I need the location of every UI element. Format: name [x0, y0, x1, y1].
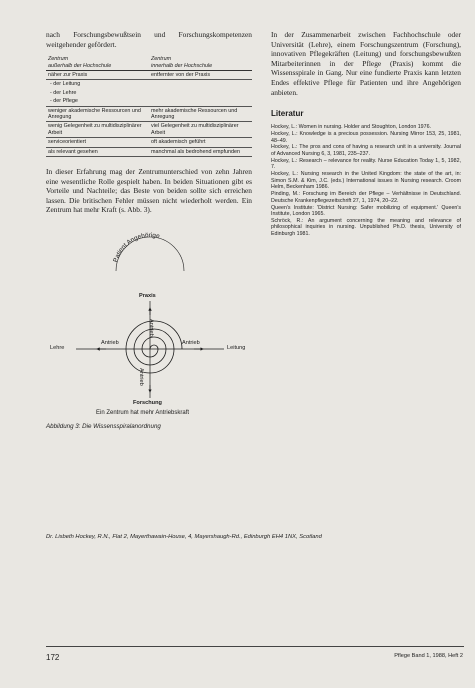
table-cell: - der Pflege	[46, 97, 149, 106]
list-item: Hockey, L.: Research – relevance for reality. Nurse Education Today 1, 5, 1982, 7.	[271, 157, 461, 171]
left-paragraph-2: In dieser Erfahrung mag der Zentrumunterschied von zehn Jahren eine wesentliche Rolle gespielt haben. In beiden Situationen gibt es Vorteile und Nachteile; das Beste von beiden sollte sich erreichen lassen. Die britischen Fehler müssen nicht wiederholt werden. Ein Zentrum hat mehr Kraft (s. Abb. 3).	[46, 167, 252, 215]
figure-caption: Abbildung 3: Die Wissensspiralanordnung	[46, 423, 161, 431]
antrieb-right-label: Antrieb	[182, 340, 200, 347]
table-cell: oft akademisch geführt	[149, 138, 252, 147]
right-column	[271, 30, 461, 238]
table-cell: viel Gelegenheit zu multidisziplinärer Arbeit	[149, 122, 252, 138]
table-row	[46, 106, 252, 122]
list-item: Hockey, L.: Knowledge is a precious possession. Nursing Mirror 153, 25, 1981, 48–49.	[271, 131, 461, 144]
table-cell	[149, 97, 252, 106]
left-column	[46, 30, 252, 445]
knowledge-spiral	[126, 321, 182, 373]
journal-reference: Pflege Band 1, 1988, Heft 2	[394, 653, 463, 659]
left-intro-text: nach Forschungsbewußtsein und Forschungskompetenzen weitgehender gefördert.	[46, 30, 252, 49]
list-item: Hockey, L.: The pros and cons of having a research unit in a university. Journal of Advanced Nursing 6, 3, 1981, 235–237.	[271, 144, 461, 157]
list-item: Schröck, R.: An argument concerning the meaning and relevance of philosophical inquiries in nursing. Unpublished Ph.D. thesis, University of Edinburgh 1981.	[271, 217, 461, 237]
table-row	[46, 97, 252, 106]
antrieb-top-label: Antrieb	[148, 319, 154, 337]
literature-heading: Literatur	[271, 109, 304, 119]
table-row	[46, 80, 252, 89]
antrieb-bottom-label: Antrieb	[138, 368, 144, 386]
author-address: Dr. Lisbeth Hockey, R.N., Flat 2, Mayerthawain-House, 4, Mayershaugh-Rd., Edinburgh EH4 1NX, Scotland	[46, 534, 322, 540]
table-row	[46, 147, 252, 156]
table-cell: mehr akademische Ressourcen und Anregung	[149, 106, 252, 122]
table-cell: serviceorientiert	[46, 138, 149, 147]
table-header-right: Zentrum innerhalb der Hochschule	[149, 55, 252, 70]
footer-divider	[46, 646, 464, 647]
comparison-table	[46, 55, 252, 157]
table-cell: manchmal als bedrohend empfunden	[149, 147, 252, 156]
table-row	[46, 71, 252, 80]
table-row	[46, 122, 252, 138]
diagram-sub-label: Ein Zentrum hat mehr Antriebskraft	[96, 410, 190, 417]
leitung-label: Leitung	[227, 345, 246, 352]
table-header-row	[46, 55, 252, 70]
top-arc	[116, 237, 184, 271]
table-cell: - der Leitung	[50, 81, 81, 88]
page-number: 172	[46, 653, 60, 662]
table-cell: entfernter von der Praxis	[149, 71, 252, 80]
forschung-label: Forschung	[133, 400, 162, 407]
list-item: Hockey, L.: Women in nursing. Holder and Stoughton, London 1976.	[271, 124, 431, 131]
antrieb-left-label: Antrieb	[101, 340, 119, 347]
table-cell: als relevant gesehen	[46, 147, 149, 156]
table-cell	[149, 80, 252, 89]
right-intro-text: In der Zusammenarbeit zwischen Fachhochschule oder Universität (Lehre), einem Forschungszentrum (Forschung), innovativen Pflegekräften (Leitung) und forschungsbewußten Mitarbeiterinnen in der Pflege (Praxis) kommt die Wissensspirale in Gang. Nur eine fundierte Praxis kann letzten Endes effektive Pflege für Patienten und ihre Angehörigen anbieten.	[271, 30, 461, 97]
list-item: Pinding, M.: Forschung im Bereich der Pflege – Verhältnisse in Deutschland. Deutsche Krankenpflegezeitschrift 27, 1, 1974, 20–22.	[271, 191, 461, 204]
table-header-left: Zentrum außerhalb der Hochschule	[46, 55, 149, 70]
lehre-label: Lehre	[50, 345, 65, 352]
table-cell: - der Lehre	[50, 89, 77, 96]
table-cell: wenig Gelegenheit zu multidisziplinärer Arbeit	[46, 122, 149, 138]
reference-list	[271, 124, 461, 237]
table-row	[46, 138, 252, 147]
knowledge-spiral-diagram	[46, 223, 252, 445]
table-row	[46, 89, 252, 97]
table-cell: weniger akademische Ressourcen und Anregung	[46, 106, 149, 122]
table-cell: näher zur Praxis	[46, 71, 149, 80]
patient-angehoerige-label: Patient Angehörige	[112, 232, 161, 264]
praxis-label: Praxis	[139, 293, 156, 300]
table-cell	[149, 89, 252, 97]
list-item: Queen's Institute: 'District Nursing: Safer mobilizing of equipment.' Queen's Institute, London 1965.	[271, 204, 461, 217]
list-item: Hockey, L.: Nursing research in the United Kingdom: the state of the art, in: Simon S.M. & Kim, J.C. (eds.) International issues in Nursing research. Croom Helm, Beckenham 1986.	[271, 171, 461, 191]
